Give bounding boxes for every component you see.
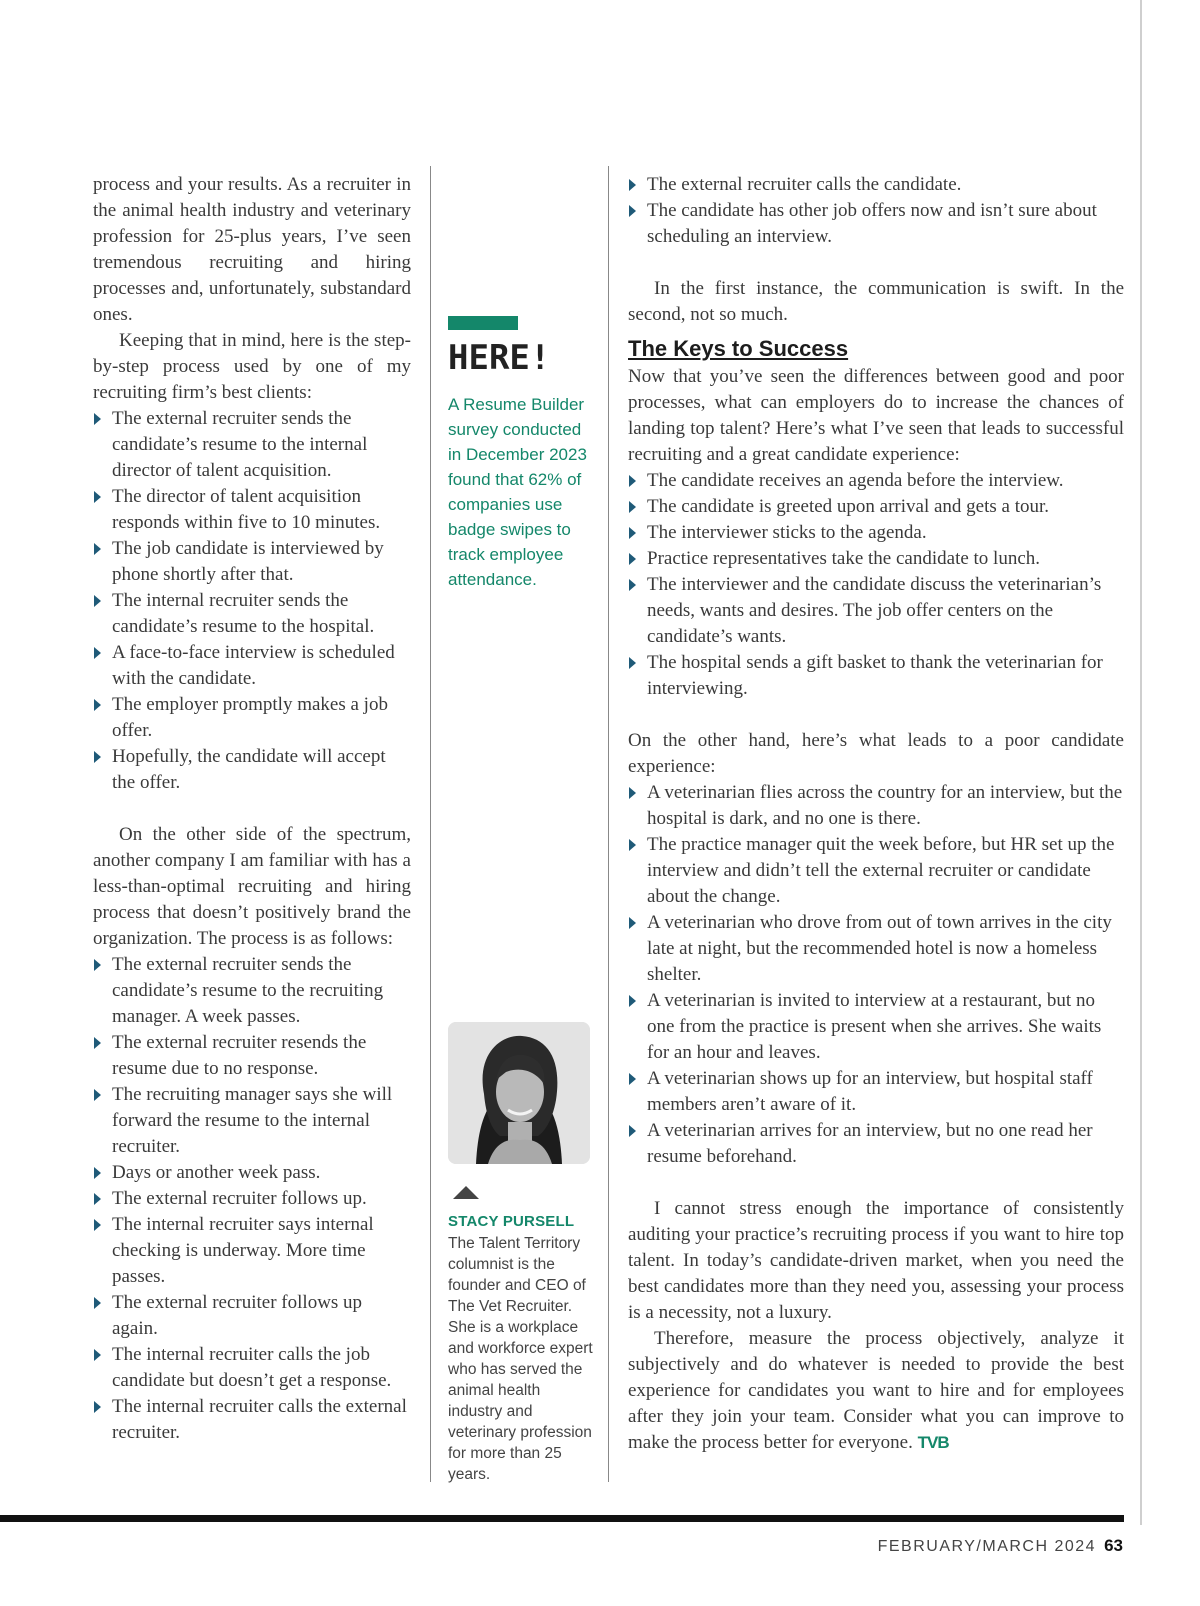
list-item: A veterinarian arrives for an interview, but no one read her resume beforehand. (628, 1118, 1124, 1170)
bullet-triangle-icon (94, 959, 101, 971)
bullet-triangle-icon (629, 657, 636, 669)
paragraph: On the other hand, here’s what leads to a poor candidate experience: (628, 730, 1124, 777)
footer-rule (0, 1515, 1124, 1522)
bullet-triangle-icon (94, 1167, 101, 1179)
poor-experience-list (628, 780, 1124, 1170)
bullet-triangle-icon (94, 491, 101, 503)
good-process-list (93, 406, 411, 796)
author-pointer-icon (453, 1186, 479, 1199)
bullet-triangle-icon (629, 1125, 636, 1137)
issue-date: FEBRUARY/MARCH 2024 (877, 1538, 1097, 1555)
list-item: The interviewer sticks to the agenda. (628, 520, 1124, 546)
author-portrait-icon (448, 1022, 590, 1164)
right-column (628, 172, 1124, 1456)
list-item: The external recruiter calls the candidate. (628, 172, 1124, 198)
list-item: Hopefully, the candidate will accept the offer. (93, 744, 411, 796)
list-item: The external recruiter resends the resume due to no response. (93, 1030, 411, 1082)
good-experience-list (628, 468, 1124, 702)
paragraph: On the other side of the spectrum, another company I am familiar with has a less-than-optimal recruiting and hiring process that doesn’t positively brand the organization. The process is as follows: (93, 824, 411, 949)
page-footer (878, 1536, 1123, 1556)
author-bio: The Talent Territory columnist is the founder and CEO of The Vet Recruiter. She is a workplace and workforce expert who has served the animal health industry and veterinary profession for more than 25 years. (448, 1235, 593, 1483)
list-item: The employer promptly makes a job offer. (93, 692, 411, 744)
bullet-triangle-icon (94, 1401, 101, 1413)
list-item: The internal recruiter calls the external recruiter. (93, 1394, 411, 1446)
bullet-triangle-icon (629, 475, 636, 487)
poor-process-list (93, 952, 411, 1446)
list-item: The external recruiter sends the candidate’s resume to the internal director of talent acquisition. (93, 406, 411, 484)
bullet-triangle-icon (94, 543, 101, 555)
sidebar-accent-bar (448, 316, 518, 330)
bullet-triangle-icon (94, 1089, 101, 1101)
author-photo (448, 1022, 590, 1164)
tvb-end-mark-logo: TVB (917, 1433, 949, 1452)
bullet-triangle-icon (629, 205, 636, 217)
bullet-triangle-icon (94, 595, 101, 607)
list-item: The director of talent acquisition responds within five to 10 minutes. (93, 484, 411, 536)
bullet-triangle-icon (94, 413, 101, 425)
list-item: The candidate is greeted upon arrival and gets a tour. (628, 494, 1124, 520)
list-item: The internal recruiter sends the candidate’s resume to the hospital. (93, 588, 411, 640)
list-item: A veterinarian is invited to interview at a restaurant, but no one from the practice is present when she arrives. She waits for an hour and leaves. (628, 988, 1124, 1066)
paragraph: Therefore, measure the process objectively, analyze it subjectively and do whatever is needed to provide the best experience for candidates you want to hire and for employees after they join your team. Consider what you can improve to make the process better for everyone. TVB (628, 1328, 1124, 1453)
bullet-triangle-icon (629, 501, 636, 513)
bullet-triangle-icon (629, 553, 636, 565)
paragraph: process and your results. As a recruiter in the animal health industry and veterinary profession for 25-plus years, I’ve seen tremendous recruiting and hiring processes and, unfortunately, substandard ones. (93, 174, 411, 325)
bullet-triangle-icon (629, 527, 636, 539)
bullet-triangle-icon (94, 1297, 101, 1309)
bullet-triangle-icon (629, 917, 636, 929)
list-item: A face-to-face interview is scheduled with the candidate. (93, 640, 411, 692)
bullet-triangle-icon (629, 787, 636, 799)
author-name: STACY PURSELL (448, 1213, 575, 1230)
list-item: A veterinarian shows up for an interview, but hospital staff members aren’t aware of it. (628, 1066, 1124, 1118)
bullet-triangle-icon (629, 179, 636, 191)
paragraph: I cannot stress enough the importance of consistently auditing your practice’s recruiting process if you want to hire top talent. In today’s candidate-driven market, when you need the best candidates more than they need you, assessing your process is a necessity, not a luxury. (628, 1198, 1124, 1323)
bullet-triangle-icon (94, 1193, 101, 1205)
bullet-triangle-icon (94, 647, 101, 659)
bullet-triangle-icon (94, 751, 101, 763)
list-item: The internal recruiter calls the job candidate but doesn’t get a response. (93, 1342, 411, 1394)
list-item: The candidate receives an agenda before the interview. (628, 468, 1124, 494)
list-item: The internal recruiter says internal checking is underway. More time passes. (93, 1212, 411, 1290)
bullet-triangle-icon (629, 1073, 636, 1085)
list-item: The external recruiter sends the candidate’s resume to the recruiting manager. A week passes. (93, 952, 411, 1030)
list-item: Practice representatives take the candidate to lunch. (628, 546, 1124, 572)
left-column (93, 172, 411, 1446)
bullet-triangle-icon (629, 995, 636, 1007)
list-item: The interviewer and the candidate discuss the veterinarian’s needs, wants and desires. The job offer centers on the candidate’s wants. (628, 572, 1124, 650)
list-item: The job candidate is interviewed by phone shortly after that. (93, 536, 411, 588)
list-item: A veterinarian who drove from out of town arrives in the city late at night, but the recommended hotel is now a homeless shelter. (628, 910, 1124, 988)
section-heading: The Keys to Success (628, 336, 849, 361)
list-item: The practice manager quit the week before, but HR set up the interview and didn’t tell the external recruiter or candidate about the change. (628, 832, 1124, 910)
bullet-triangle-icon (94, 1037, 101, 1049)
column-divider (608, 166, 609, 1482)
page-edge-rule (1140, 0, 1142, 1525)
list-item: The hospital sends a gift basket to thank the veterinarian for interviewing. (628, 650, 1124, 702)
paragraph: Keeping that in mind, here is the step-by-step process used by one of my recruiting firm’s best clients: (93, 330, 411, 403)
list-item: The external recruiter follows up again. (93, 1290, 411, 1342)
paragraph: Now that you’ve seen the differences between good and poor processes, what can employers do to increase the chances of landing top talent? Here’s what I’ve seen that leads to successful recruiting and a great candidate experience: (628, 366, 1124, 465)
sidebar-stat-text: A Resume Builder survey conducted in December 2023 found that 62% of companies use badge swipes to track employee attendance. (448, 395, 587, 589)
bullet-triangle-icon (629, 579, 636, 591)
column-divider (430, 166, 431, 1482)
bullet-triangle-icon (94, 699, 101, 711)
continued-process-list (628, 172, 1124, 250)
list-item: The external recruiter follows up. (93, 1186, 411, 1212)
list-item: Days or another week pass. (93, 1160, 411, 1186)
bullet-triangle-icon (629, 839, 636, 851)
bullet-triangle-icon (94, 1349, 101, 1361)
list-item: The recruiting manager says she will forward the resume to the internal recruiter. (93, 1082, 411, 1160)
list-item: The candidate has other job offers now and isn’t sure about scheduling an interview. (628, 198, 1124, 250)
paragraph: In the first instance, the communication is swift. In the second, not so much. (628, 278, 1124, 325)
page-number: 63 (1104, 1536, 1123, 1555)
list-item: A veterinarian flies across the country for an interview, but the hospital is dark, and no one is there. (628, 780, 1124, 832)
bullet-triangle-icon (94, 1219, 101, 1231)
sidebar-heading: HERE! (448, 338, 551, 378)
